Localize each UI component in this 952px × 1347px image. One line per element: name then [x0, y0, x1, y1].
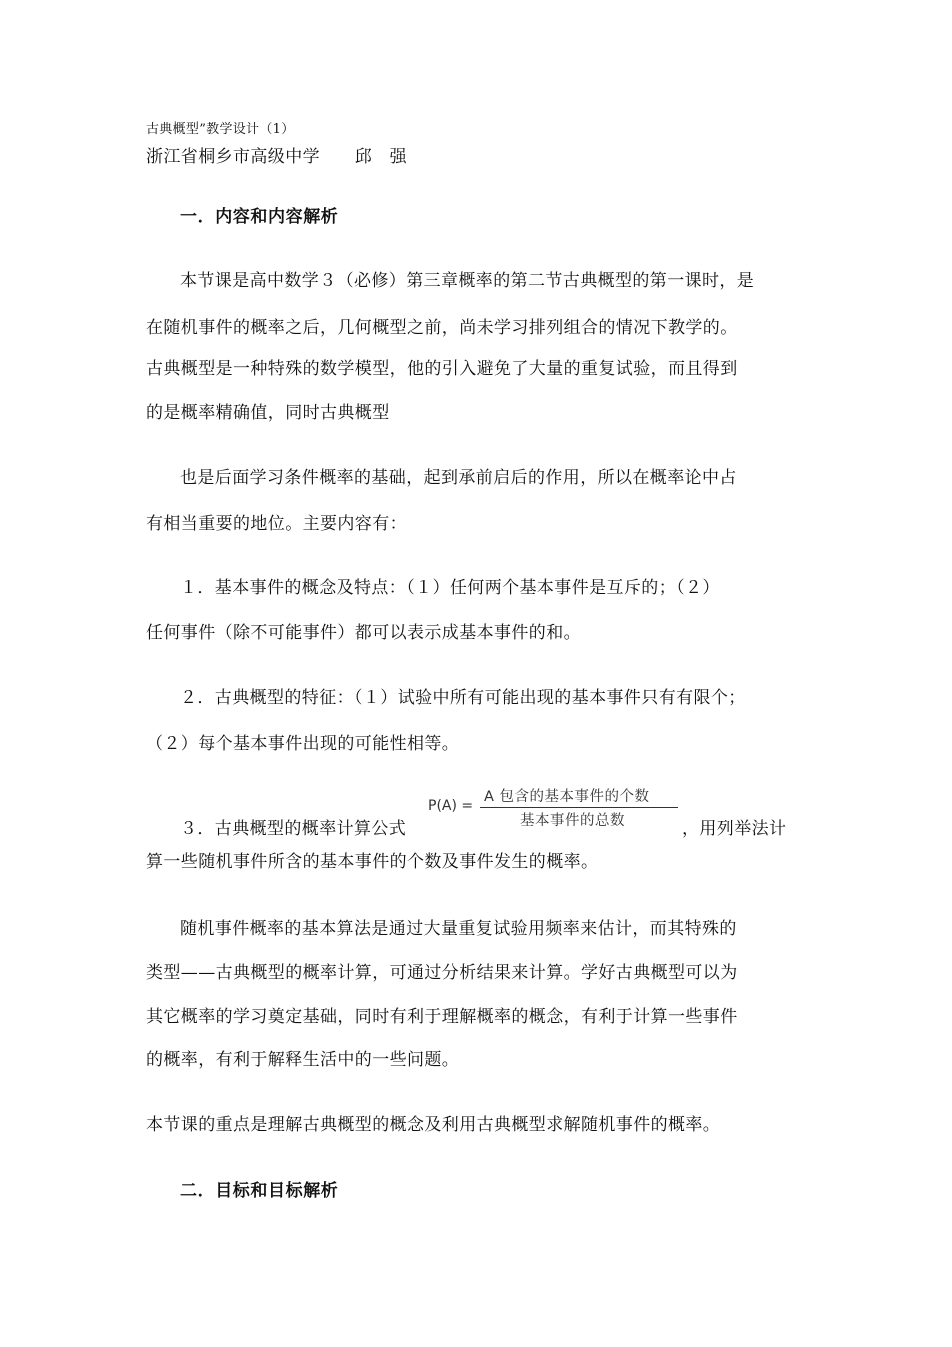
formula-denominator: 基本事件的总数	[520, 813, 625, 829]
list-item-1-line: 任何事件（除不可能事件）都可以表示成基本事件的和。	[146, 623, 581, 643]
list-item-3-line: 算一些随机事件所含的基本事件的个数及事件发生的概率。	[146, 852, 599, 872]
formula-lhs: P(A) =	[428, 798, 474, 814]
key-point-paragraph: 本节课的重点是理解古典概型的概念及利用古典概型求解随机事件的概率。	[146, 1115, 721, 1135]
list-item-1-line: １．基本事件的概念及特点：（１）任何两个基本事件是互斥的；（２）	[180, 578, 720, 598]
list-item-2-line: （２）每个基本事件出现的可能性相等。	[146, 734, 460, 754]
paragraph-line: 的概率，有利于解释生活中的一些问题。	[146, 1050, 460, 1070]
list-item-3-suffix: ，用列举法计	[682, 819, 787, 839]
paragraph-line: 有相当重要的地位。主要内容有：	[146, 514, 407, 534]
section-heading-1: 一．内容和内容解析	[180, 207, 339, 227]
paragraph-line: 在随机事件的概率之后，几何概型之前，尚未学习排列组合的情况下教学的。	[146, 318, 738, 338]
probability-formula	[428, 785, 682, 833]
list-item-3-prefix: ３．古典概型的概率计算公式	[180, 819, 407, 839]
paragraph-line: 古典概型是一种特殊的数学模型，他的引入避免了大量的重复试验，而且得到	[146, 359, 738, 379]
paragraph-line: 类型——古典概型的概率计算，可通过分析结果来计算。学好古典概型可以为	[146, 963, 738, 983]
paragraph-line: 本节课是高中数学３（必修）第三章概率的第二节古典概型的第一课时，是	[180, 271, 755, 291]
author-line: 浙江省桐乡市高级中学 邱 强	[146, 147, 407, 167]
paragraph-line: 的是概率精确值，同时古典概型	[146, 403, 390, 423]
paragraph-line: 随机事件概率的基本算法是通过大量重复试验用频率来估计，而其特殊的	[180, 919, 737, 939]
paragraph-line: 其它概率的学习奠定基础，同时有利于理解概率的概念，有利于计算一些事件	[146, 1007, 738, 1027]
formula-numerator: A 包含的基本事件的个数	[484, 789, 650, 805]
document-title: 古典概型”教学设计（1）	[146, 122, 295, 137]
list-item-2-line: ２．古典概型的特征：（１）试验中所有可能出现的基本事件只有有限个；	[180, 688, 746, 708]
fraction-bar	[480, 807, 678, 808]
section-heading-2: 二．目标和目标解析	[180, 1181, 339, 1201]
paragraph-line: 也是后面学习条件概率的基础，起到承前启后的作用，所以在概率论中占	[180, 468, 737, 488]
